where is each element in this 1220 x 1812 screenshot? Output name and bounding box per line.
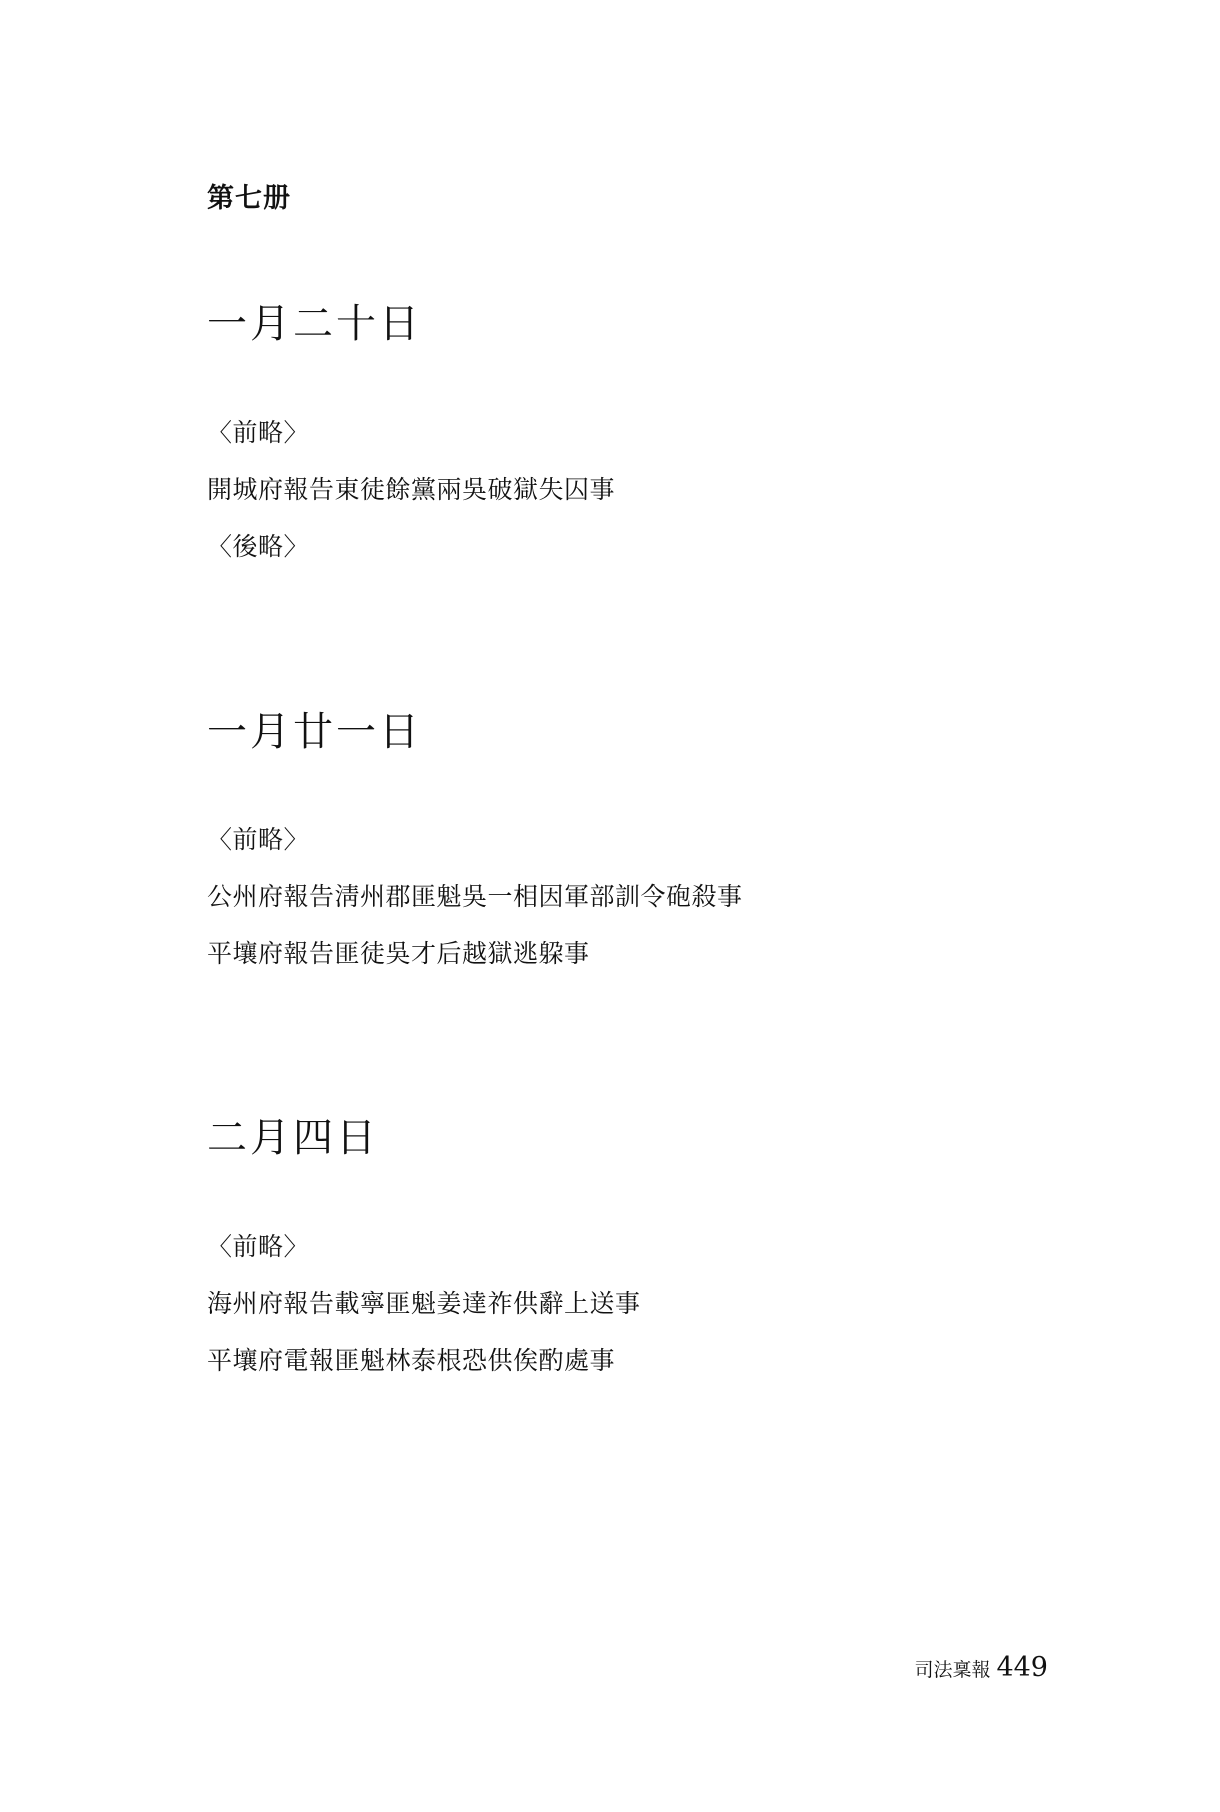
- entry-line: 平壤府報告匪徒吳才后越獄逃躱事: [207, 939, 590, 968]
- entry-line: 〈後略〉: [207, 532, 310, 561]
- date-heading: 一月二十日: [207, 301, 422, 347]
- entry-line: 平壤府電報匪魁林泰根恐供俟酌處事: [207, 1346, 616, 1375]
- entry-line: 〈前略〉: [207, 1232, 310, 1261]
- running-footer-title: 司法稟報: [914, 1659, 991, 1681]
- page-number: 449: [996, 1652, 1048, 1683]
- date-heading: 二月四日: [207, 1115, 379, 1161]
- date-heading: 一月廿一日: [207, 709, 422, 755]
- entry-line: 公州府報告淸州郡匪魁吳一相因軍部訓令砲殺事: [207, 882, 743, 911]
- entry-line: 〈前略〉: [207, 825, 310, 854]
- entry-line: 海州府報告載寧匪魁姜達祚供辭上送事: [207, 1289, 641, 1318]
- entry-line: 開城府報告東徒餘黨兩吳破獄失囚事: [207, 475, 616, 504]
- volume-title: 第七册: [207, 183, 291, 214]
- page-footer: [914, 1652, 1048, 1683]
- entry-line: 〈前略〉: [207, 418, 310, 447]
